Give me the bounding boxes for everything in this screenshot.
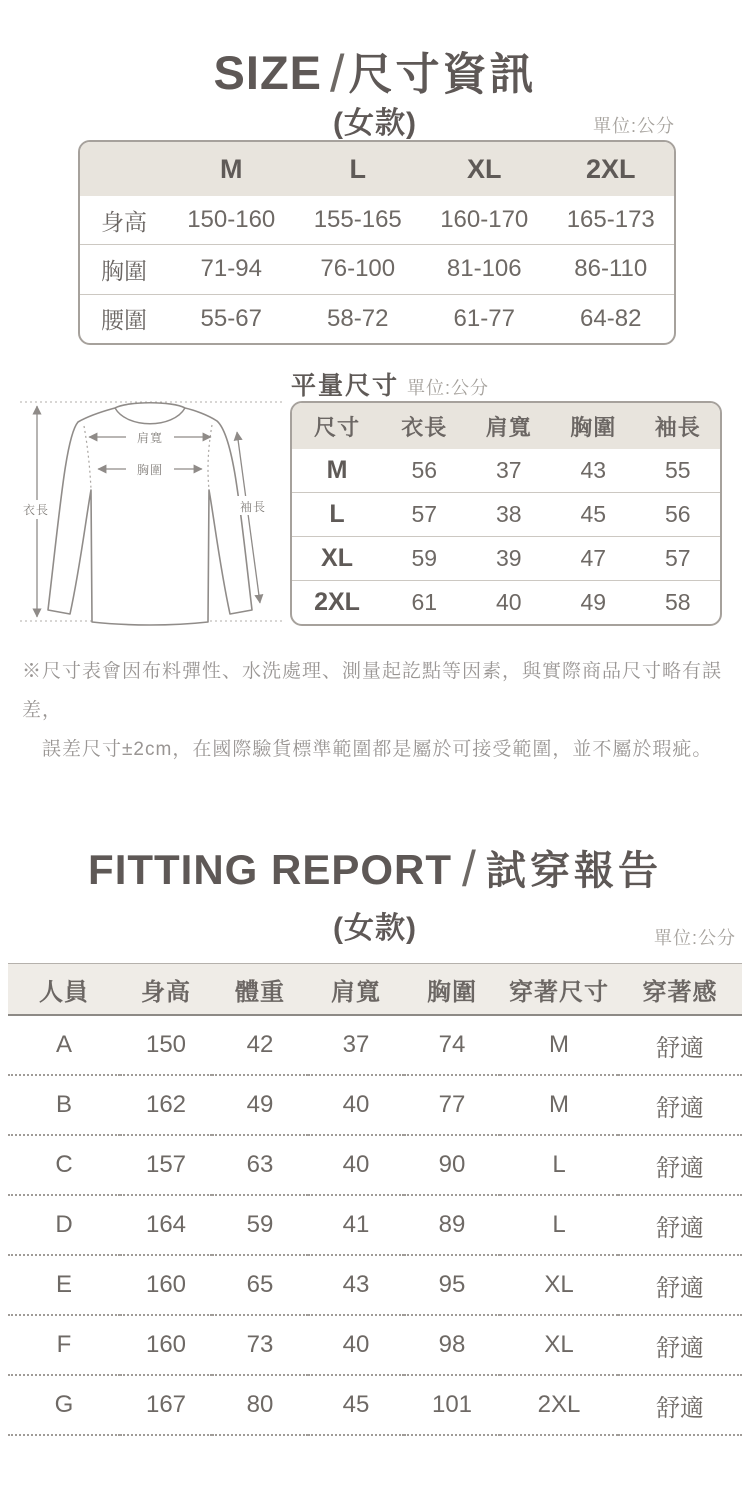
cell: 43 [580,457,607,483]
cell: 47 [551,537,636,581]
row-label-height: 身高 [101,208,147,235]
body-size-header-row [80,142,674,196]
cell-person: A [8,1015,120,1075]
cell-shoulder: 43 [308,1255,404,1315]
cell-person: E [8,1255,120,1315]
fitting-subtitle: (女款) [333,912,417,945]
cell: 165-173 [566,206,655,234]
cell: 49 [551,581,636,625]
cell-height: 157 [120,1135,212,1195]
cell: 86-110 [548,245,675,294]
col-header-person: 人員 [8,964,120,1016]
size-subtitle: (女款) [333,107,417,140]
cell-feel: 舒適 [618,1375,742,1435]
cell-weight: 49 [212,1075,308,1135]
fitting-title-en: FITTING REPORT [88,846,453,893]
table-row [292,493,720,537]
cell: 40 [467,581,552,625]
cell-chest: 77 [404,1075,500,1135]
cell-shoulder: 37 [308,1015,404,1075]
flat-measure-title: 平量尺寸 [291,372,400,400]
cell-weight: 63 [212,1135,308,1195]
cell-size: M [500,1075,618,1135]
shoulder-label: 肩寬 [136,431,164,445]
size-section-title [0,38,750,102]
cell-shoulder: 40 [308,1075,404,1135]
table-row [292,449,720,493]
cell-chest: 98 [404,1315,500,1375]
cell: 38 [467,493,552,537]
sleeve-label: 袖長 [239,500,267,514]
cell-shoulder: 40 [308,1135,404,1195]
cell-size: M [500,1015,618,1075]
shirt-measurement-diagram [12,388,288,636]
col-header-worn-size: 穿著尺寸 [500,964,618,1016]
cell: 56 [411,457,438,483]
cell-shoulder: 41 [308,1195,404,1255]
cell-height: 160 [120,1315,212,1375]
col-header-weight: 體重 [212,964,308,1016]
cell-feel: 舒適 [618,1315,742,1375]
size-unit-label: 單位:公分 [592,116,675,136]
cell: 61 [382,581,467,625]
cell-weight: 42 [212,1015,308,1075]
table-row [80,294,674,343]
col-header-sleeve: 袖長 [636,403,721,449]
cell-chest: 90 [404,1135,500,1195]
cell-person: D [8,1195,120,1255]
flat-header-row [292,403,720,449]
size-title-en: SIZE [213,46,322,99]
cell-height: 164 [120,1195,212,1255]
fitting-title-zh: 試穿報告 [485,849,662,893]
cell: 39 [467,537,552,581]
size-disclaimer-note [22,652,732,769]
cell-feel: 舒適 [618,1015,742,1075]
col-header-m: M [168,142,295,196]
cell-person: B [8,1075,120,1135]
col-header-height: 身高 [120,964,212,1016]
note-line-1: ※尺寸表會因布料彈性、水洗處理、測量起訖點等因素，與實際商品尺寸略有誤差， [22,661,723,721]
cell-height: 150 [120,1015,212,1075]
cell: 55-67 [168,294,295,343]
cell: 37 [495,457,522,483]
cell-feel: 舒適 [618,1075,742,1135]
table-row [292,537,720,581]
table-row [8,1195,742,1255]
col-header-l: L [295,142,422,196]
col-header-chest: 胸圍 [404,964,500,1016]
table-row [80,196,674,245]
cell-size: L [500,1135,618,1195]
cell-chest: 101 [404,1375,500,1435]
col-header-feel: 穿著感 [618,964,742,1016]
cell: 76-100 [295,245,422,294]
flat-measure-heading [291,366,489,402]
cell: 81-106 [421,245,548,294]
cell-weight: 80 [212,1375,308,1435]
cell: 58-72 [295,294,422,343]
size-label: M [326,456,348,484]
cell: 160-170 [440,206,529,234]
cell-shoulder: 45 [308,1375,404,1435]
fitting-unit-label: 單位:公分 [653,928,736,948]
cell-weight: 65 [212,1255,308,1315]
flat-measure-unit: 單位:公分 [407,378,490,398]
col-header-shoulder: 肩寬 [467,403,552,449]
col-header-xl: XL [421,142,548,196]
cell: 71-94 [168,245,295,294]
title-slash: / [330,45,345,103]
table-row [8,1375,742,1435]
table-row [8,1255,742,1315]
length-label: 衣長 [22,503,50,517]
cell-chest: 95 [404,1255,500,1315]
table-row [8,1135,742,1195]
cell: 57 [382,493,467,537]
cell: 45 [551,493,636,537]
cell-person: F [8,1315,120,1375]
body-size-table [78,140,676,345]
cell-feel: 舒適 [618,1135,742,1195]
cell-chest: 89 [404,1195,500,1255]
cell-height: 160 [120,1255,212,1315]
cell-feel: 舒適 [618,1255,742,1315]
cell: 155-165 [313,206,402,234]
cell-size: 2XL [500,1375,618,1435]
size-label: 2XL [292,581,382,625]
size-label: XL [292,537,382,581]
row-label-chest: 胸圍 [80,245,168,294]
cell-weight: 59 [212,1195,308,1255]
chest-label: 胸圍 [136,463,164,477]
col-header-shoulder: 肩寬 [308,964,404,1016]
fitting-section-title [0,838,750,896]
cell-height: 167 [120,1375,212,1435]
cell-size: XL [500,1315,618,1375]
table-row [8,1315,742,1375]
note-line-2: 誤差尺寸±2cm，在國際驗貨標準範圍都是屬於可接受範圍，並不屬於瑕疵。 [42,739,713,760]
size-title-zh: 尺寸資訊 [348,50,537,99]
cell-size: L [500,1195,618,1255]
flat-measure-table [290,401,722,626]
table-row [292,581,720,625]
cell-chest: 74 [404,1015,500,1075]
row-label-waist: 腰圍 [80,294,168,343]
cell: 150-160 [187,206,276,234]
cell-weight: 73 [212,1315,308,1375]
table-row [80,245,674,294]
col-header-length: 衣長 [382,403,467,449]
cell: 58 [636,581,721,625]
table-row [8,1075,742,1135]
col-header-size: 尺寸 [292,403,382,449]
cell: 61-77 [421,294,548,343]
body-size-corner-cell [80,142,168,196]
col-header-2xl: 2XL [548,142,675,196]
cell-size: XL [500,1255,618,1315]
cell-height: 162 [120,1075,212,1135]
cell-person: C [8,1135,120,1195]
col-header-chest: 胸圍 [551,403,636,449]
fitting-report-table [8,963,742,1436]
cell-person: G [8,1375,120,1435]
title-slash: / [462,841,476,897]
cell: 55 [664,457,691,483]
size-label: L [292,493,382,537]
cell: 64-82 [548,294,675,343]
cell: 59 [382,537,467,581]
cell: 56 [636,493,721,537]
cell-shoulder: 40 [308,1315,404,1375]
table-row [8,1015,742,1075]
cell: 57 [636,537,721,581]
cell-feel: 舒適 [618,1195,742,1255]
fitting-header-row [8,964,742,1016]
